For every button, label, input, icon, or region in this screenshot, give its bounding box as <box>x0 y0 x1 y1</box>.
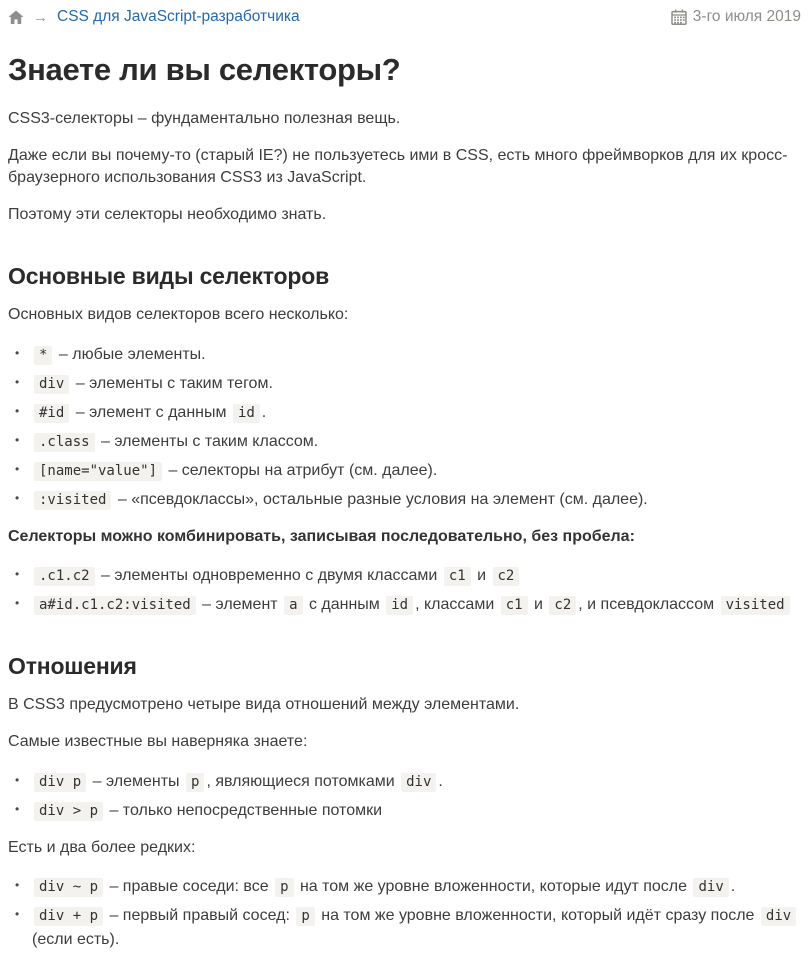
text-run: – селекторы на атрибут (см. далее). <box>164 461 438 479</box>
paragraph <box>8 694 801 717</box>
section-heading: Отношения <box>8 653 137 680</box>
inline-code: div ~ p <box>34 878 103 897</box>
text-run: Самые известные вы наверняка знаете: <box>8 733 308 751</box>
inline-code: c2 <box>549 596 576 615</box>
text-run: – правые соседи: все <box>105 878 274 896</box>
article-body <box>8 52 801 952</box>
text-run: с данным <box>304 596 385 614</box>
paragraph <box>8 526 801 549</box>
list-item <box>8 875 801 899</box>
text-run: – элементы <box>88 772 184 790</box>
list-item <box>8 904 801 952</box>
text-run: и <box>472 567 491 585</box>
inline-code: c2 <box>493 567 520 586</box>
breadcrumb-separator: → <box>33 8 48 26</box>
text-run: (если есть). <box>32 931 120 949</box>
text-run: , классами <box>415 596 499 614</box>
inline-code: visited <box>721 596 790 615</box>
text-run: – элемент с данным <box>71 403 231 421</box>
text-run: CSS3-селекторы – фундаментально полезная вещь. <box>8 110 401 127</box>
text-run: на том же уровне вложенности, который идёт сразу после <box>316 907 759 925</box>
bullet-list <box>8 770 801 823</box>
bullet-list <box>8 875 801 952</box>
inline-code: c1 <box>501 596 528 615</box>
text-run: В CSS3 предусмотрено четыре вида отношений между элементами. <box>8 696 520 714</box>
inline-code: * <box>34 346 52 365</box>
text-run: – первый правый сосед: <box>105 907 295 925</box>
inline-code: id <box>386 596 413 615</box>
list-item <box>8 430 801 454</box>
paragraph <box>8 837 801 860</box>
text-run: – элементы с таким тегом. <box>71 374 273 392</box>
text-run: . <box>730 878 736 896</box>
bullet-list <box>8 343 801 512</box>
text-run: Основных видов селекторов всего несколько: <box>8 305 349 323</box>
inline-code: div <box>401 773 436 792</box>
inline-code: [name="value"] <box>34 462 162 481</box>
inline-code: p <box>296 907 314 926</box>
text-run: – элементы с таким классом. <box>96 432 319 450</box>
paragraph <box>8 731 801 754</box>
text-run: , и псевдоклассом <box>578 596 719 614</box>
inline-code: div <box>34 375 69 394</box>
paragraph <box>8 304 801 327</box>
inline-code: div <box>761 907 796 926</box>
publish-date <box>671 8 801 26</box>
text-run: – «псевдоклассы», остальные разные условия на элемент (см. далее). <box>113 490 648 508</box>
inline-code: div > p <box>34 802 103 821</box>
breadcrumb-link[interactable]: CSS для JavaScript-разработчика <box>57 8 300 25</box>
inline-code: a#id.c1.c2:visited <box>34 596 196 615</box>
list-item <box>8 593 801 617</box>
text-run: – элементы одновременно с двумя классами <box>96 567 442 585</box>
inline-code: .class <box>34 433 95 452</box>
text-run: Поэтому эти селекторы необходимо знать. <box>8 206 327 224</box>
list-item <box>8 799 801 823</box>
list-item <box>8 564 801 588</box>
paragraph <box>8 204 801 227</box>
text-run: Есть и два более редких: <box>8 838 196 856</box>
inline-code: div + p <box>34 907 103 926</box>
inline-code: :visited <box>34 491 111 510</box>
text-run: – любые элементы. <box>54 345 206 363</box>
list-item <box>8 459 801 483</box>
text-run: Даже если вы почему-то (старый IE?) не пользуетесь ими в CSS, есть много фреймворков для их кросс-браузерного использования CSS3 из JavaScript. <box>8 146 788 187</box>
publish-date-text: 3-го июля 2019 <box>692 8 801 25</box>
text-run: . <box>261 403 267 421</box>
inline-code: p <box>275 878 293 897</box>
list-item <box>8 401 801 425</box>
inline-code: a <box>284 596 302 615</box>
inline-code: c1 <box>444 567 471 586</box>
paragraph <box>8 108 801 131</box>
page-title: Знаете ли вы селекторы? <box>8 52 401 87</box>
list-item <box>8 488 801 512</box>
list-item <box>8 372 801 396</box>
text-run: и <box>529 596 548 614</box>
text-run: Селекторы можно комбинировать, записывая последовательно, без пробела: <box>8 527 635 545</box>
inline-code: div <box>693 878 728 897</box>
inline-code: div p <box>34 773 86 792</box>
text-run: на том же уровне вложенности, которые идут после <box>295 878 692 896</box>
list-item <box>8 343 801 367</box>
calendar-icon <box>671 9 687 25</box>
breadcrumb <box>8 6 801 28</box>
paragraph <box>8 145 801 190</box>
bullet-list <box>8 564 801 617</box>
inline-code: .c1.c2 <box>34 567 95 586</box>
inline-code: p <box>186 773 204 792</box>
text-run: – элемент <box>197 596 283 614</box>
inline-code: #id <box>34 404 69 423</box>
text-run: . <box>438 772 443 790</box>
text-run: – только непосредственные потомки <box>105 801 383 819</box>
inline-code: id <box>233 404 260 423</box>
section-heading: Основные виды селекторов <box>8 262 330 289</box>
list-item <box>8 770 801 794</box>
text-run: , являющиеся потомками <box>206 772 400 790</box>
home-icon[interactable] <box>8 10 24 25</box>
